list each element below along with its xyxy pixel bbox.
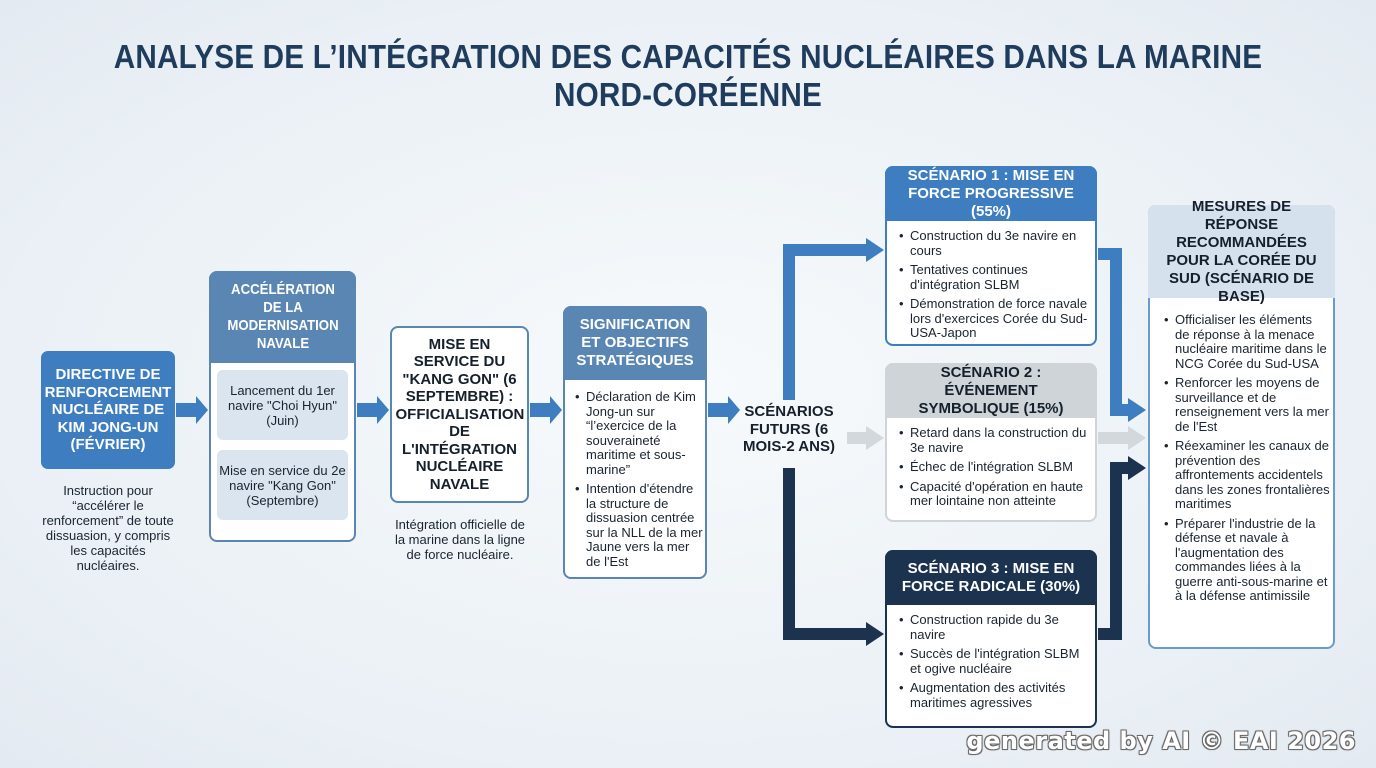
commissioning-note: Intégration officielle de la marine dans la ligne de force nucléaire. <box>394 517 526 562</box>
list-item: • Réexaminer les canaux de prévention des affrontements accidentels dans les zones frontalières maritimes <box>1164 439 1330 512</box>
significance-box <box>563 306 707 579</box>
list-item: • Démonstration de force navale lors d'exercices Corée du Sud-USA-Japon <box>899 297 1091 341</box>
list-item: • Intention d'étendre la structure de dissuasion centrée sur la NLL de la mer Jaune vers la mer de l'Est <box>575 482 705 569</box>
acceleration-header <box>209 271 356 363</box>
arrow-to-scenario-1 <box>789 250 868 400</box>
significance-header <box>563 306 707 380</box>
arrow-s1-to-response <box>1098 254 1130 410</box>
future-scenarios-label: SCÉNARIOS FUTURS (6 MOIS-2 ANS) <box>743 403 835 455</box>
list-item: • Retard dans la construction du 3e navire <box>899 426 1091 455</box>
launch-choi-hyun-text: Lancement du 1er navire "Choi Hyun" (Juin) <box>228 382 337 428</box>
list-item: • Officialiser les éléments de réponse à la menace nucléaire maritime dans le NCG Corée du Sud-USA <box>1164 313 1330 371</box>
scenario-2-label: SCÉNARIO 2 : ÉVÉNEMENT SYMBOLIQUE (15%) <box>918 363 1064 417</box>
list-item: • Tentatives continues d'intégration SLBM <box>899 263 1091 292</box>
acceleration-label: ACCÉLÉRATION DE LA MODERNISATION NAVALE <box>226 281 339 352</box>
response-box <box>1148 197 1335 649</box>
scenario-2-list <box>899 426 1091 514</box>
response-header <box>1148 197 1335 305</box>
scenario-1-label: SCÉNARIO 1 : MISE EN FORCE PROGRESSIVE (55%) <box>907 166 1075 220</box>
scenario-3-box <box>885 550 1097 728</box>
arrow-to-scenario-3 <box>789 468 868 634</box>
list-item: • Construction rapide du 3e navire <box>899 613 1091 642</box>
list-item: • Échec de l'intégration SLBM <box>899 460 1091 475</box>
scenario-3-header <box>885 550 1097 605</box>
list-item: • Déclaration de Kim Jong-un sur “l’exercice de la souveraineté maritime et sous-marine” <box>575 390 705 477</box>
list-item: • Capacité d'opération en haute mer lointaine non atteinte <box>899 480 1091 509</box>
significance-label: SIGNIFICATION ET OBJECTIFS STRATÉGIQUES <box>576 316 694 369</box>
commission-kang-gon-card <box>217 450 348 520</box>
scenario-2-header <box>885 363 1097 418</box>
directive-label: DIRECTIVE DE RENFORCEMENT NUCLÉAIRE DE KIM JONG-UN (FÉVRIER) <box>44 366 172 454</box>
watermark: generated by AI © EAI 2026 <box>966 727 1356 755</box>
response-list <box>1164 313 1330 609</box>
list-item: • Renforcer les moyens de surveillance et de renseignement vers la mer de l'Est <box>1164 376 1330 434</box>
acceleration-box <box>209 271 356 542</box>
scenario-2-box <box>885 363 1097 522</box>
list-item: • Construction du 3e navire en cours <box>899 229 1091 258</box>
significance-list <box>575 390 705 574</box>
list-item: • Augmentation des activités maritimes agressives <box>899 681 1091 710</box>
scenario-1-box <box>885 166 1097 346</box>
directive-note: Instruction pour “accélérer le renforcement” de toute dissuasion, y compris les capacités nucléaires. <box>42 483 174 573</box>
page-title: ANALYSE DE L’INTÉGRATION DES CAPACITÉS NUCLÉAIRES DANS LA MARINE NORD-CORÉENNE <box>113 38 1263 113</box>
commission-kang-gon-text: Mise en service du 2e navire "Kang Gon" (Septembre) <box>219 462 346 508</box>
scenario-3-list <box>899 613 1091 715</box>
response-label: MESURES DE RÉPONSE RECOMMANDÉES POUR LA CORÉE DU SUD (SCÉNARIO DE BASE) <box>1166 197 1317 305</box>
launch-choi-hyun-card <box>217 370 348 440</box>
arrow-s3-to-response <box>1098 468 1130 634</box>
scenario-1-list <box>899 229 1091 346</box>
list-item: • Succès de l'intégration SLBM et ogive nucléaire <box>899 647 1091 676</box>
commissioning-label: MISE EN SERVICE DU "KANG GON" (6 SEPTEMBRE) : OFFICIALISATION DE L'INTÉGRATION NUCLÉAIRE NAVALE <box>395 335 525 493</box>
scenario-1-header <box>885 166 1097 221</box>
list-item: • Préparer l'industrie de la défense et navale à l'augmentation des commandes liées à la guerre anti-sous-marine et à la défense antimissile <box>1164 517 1330 604</box>
scenario-3-label: SCÉNARIO 3 : MISE EN FORCE RADICALE (30%) <box>901 559 1081 595</box>
commissioning-box <box>390 326 529 503</box>
directive-box <box>41 351 175 469</box>
